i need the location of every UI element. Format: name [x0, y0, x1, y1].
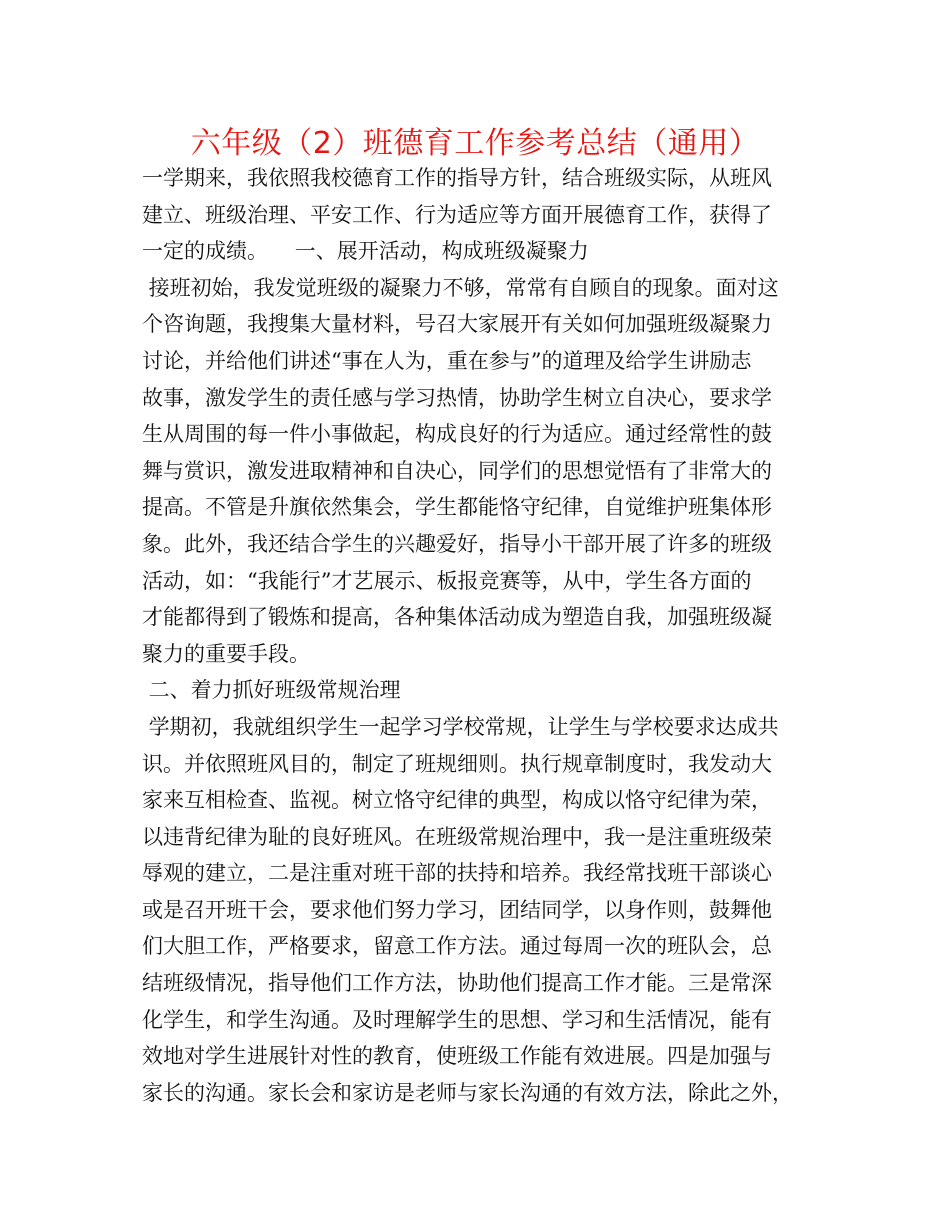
text-line: 建立、班级治理、平安工作、行为适应等方面开展德育工作，获得了 [142, 202, 772, 227]
section-heading: 二、着力抓好班级常规治理 [142, 678, 401, 703]
text-line: 们大胆工作，严格要求，留意工作方法。通过每周一次的班队会，总 [142, 934, 772, 959]
text-line: 故事，激发学生的责任感与学习热情，协助学生树立自决心，要求学 [142, 385, 772, 410]
text-line: 家来互相检查、监视。树立恪守纪律的典型，构成以恪守纪律为荣， [142, 788, 772, 813]
text-line: 才能都得到了锻炼和提高，各种集体活动成为塑造自我，加强班级凝 [142, 605, 772, 630]
text-line: 学期初，我就组织学生一起学习学校常规，让学生与学校要求达成共 [142, 714, 779, 739]
text-line: 个咨询题，我搜集大量材料，号召大家展开有关如何加强班级凝聚力 [142, 312, 772, 337]
text-line: 一学期来，我依照我校德育工作的指导方针，结合班级实际，从班风 [142, 166, 772, 190]
text-line: 聚力的重要手段。 [142, 641, 310, 666]
text-line: 效地对学生进展针对性的教育，使班级工作能有效进展。四是加强与 [142, 1044, 772, 1069]
document-body [142, 160, 842, 1111]
text-line: 或是召开班干会，要求他们努力学习，团结同学，以身作则，鼓舞他 [142, 897, 772, 922]
text-line: 提高。不管是升旗依然集会，学生都能恪守纪律，自觉维护班集体形 [142, 495, 772, 520]
text-line: 以违背纪律为耻的良好班风。在班级常规治理中，我一是注重班级荣 [142, 824, 772, 849]
text-line: 讨论，并给他们讲述“事在人为，重在参与”的道理及给学生讲励志 [142, 348, 752, 373]
text-line: 一定的成绩。 一、展开活动，构成班级凝聚力 [142, 239, 589, 264]
document-title: 六年级（2）班德育工作参考总结（通用） [190, 126, 760, 161]
text-line: 辱观的建立，二是注重对班干部的扶持和培养。我经常找班干部谈心 [142, 861, 772, 886]
text-line: 家长的沟通。家长会和家访是老师与家长沟通的有效方法，除此之外， [142, 1080, 793, 1105]
text-line: 活动，如：“我能行”才艺展示、板报竞赛等，从中，学生各方面的 [142, 568, 752, 593]
text-line: 象。此外，我还结合学生的兴趣爱好，指导小干部开展了许多的班级 [142, 531, 772, 556]
text-line: 舞与赏识，激发进取精神和自决心，同学们的思想觉悟有了非常大的 [142, 458, 772, 483]
text-line: 结班级情况，指导他们工作方法，协助他们提高工作才能。三是常深 [142, 971, 772, 996]
text-line: 识。并依照班风目的，制定了班规细则。执行规章制度时，我发动大 [142, 751, 772, 776]
text-line: 化学生，和学生沟通。及时理解学生的思想、学习和生活情况，能有 [142, 1007, 772, 1032]
text-line: 生从周围的每一件小事做起，构成良好的行为适应。通过经常性的鼓 [142, 422, 772, 447]
text-line: 接班初始，我发觉班级的凝聚力不够，常常有自顾自的现象。面对这 [142, 275, 779, 300]
